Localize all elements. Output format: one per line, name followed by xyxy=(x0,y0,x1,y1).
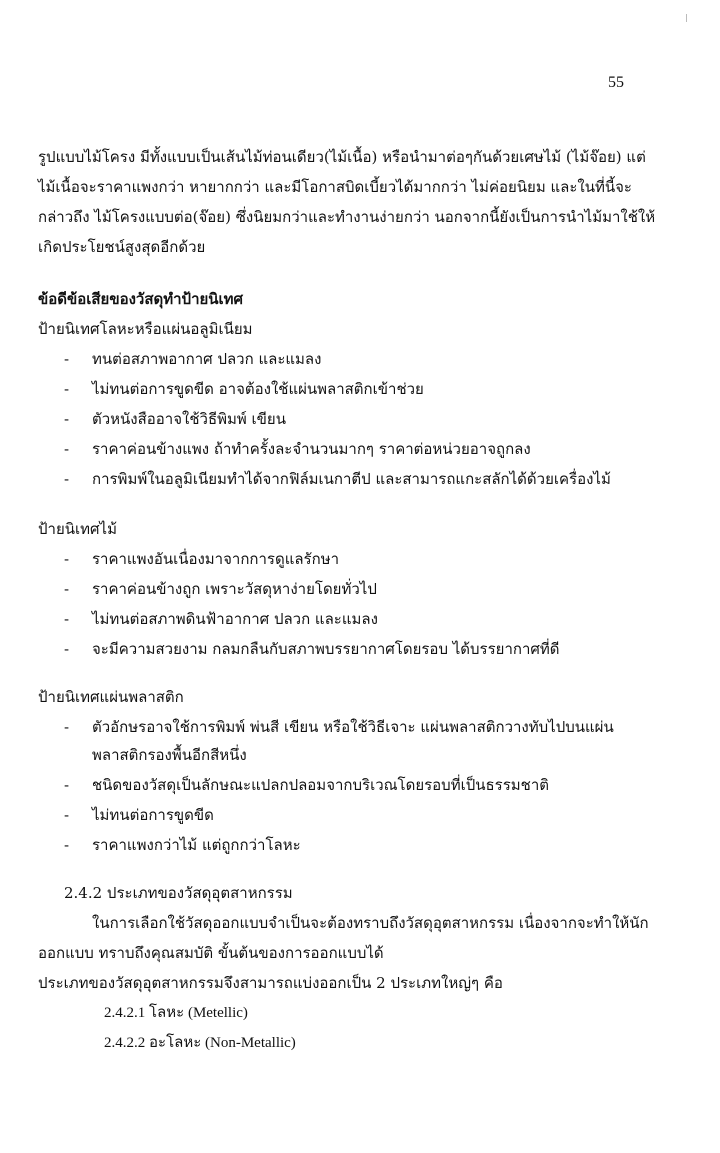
bullet-dash: - xyxy=(64,776,70,794)
bullet-dash: - xyxy=(64,836,70,854)
metal-heading: ป้ายนิเทศโลหะหรือแผ่นอลูมิเนียม xyxy=(38,320,253,338)
intro-line-4: เกิดประโยชน์สูงสุดอีกด้วย xyxy=(38,238,206,256)
plastic-item: ตัวอักษรอาจใช้การพิมพ์ พ่นสี เขียน หรือใช้วิธีเจาะ แผ่นพลาสติกวางทับไปบนแผ่น xyxy=(92,718,614,736)
bullet-dash: - xyxy=(64,550,70,568)
bullet-dash: - xyxy=(64,640,70,658)
bullet-dash: - xyxy=(64,806,70,824)
wood-item: ราคาแพงอันเนื่องมาจากการดูแลรักษา xyxy=(92,550,340,568)
metal-item: ไม่ทนต่อการขูดขีด อาจต้องใช้แผ่นพลาสติกเข้าช่วย xyxy=(92,380,424,398)
bullet-dash: - xyxy=(64,580,70,598)
wood-item: ราคาค่อนข้างถูก เพราะวัสดุหาง่ายโดยทั่วไป xyxy=(92,580,377,598)
plastic-item: ราคาแพงกว่าไม้ แต่ถูกกว่าโลหะ xyxy=(92,836,301,854)
bullet-dash: - xyxy=(64,410,70,428)
bullet-dash: - xyxy=(64,440,70,458)
bullet-dash: - xyxy=(64,718,70,736)
plastic-item-continuation: พลาสติกรองพื้นอีกสีหนึ่ง xyxy=(92,746,247,764)
wood-item: จะมีความสวยงาม กลมกลืนกับสภาพบรรยากาศโดยรอบ ได้บรรยากาศที่ดี xyxy=(92,640,560,658)
industrial-para-line-1: ในการเลือกใช้วัสดุออกแบบจำเป็นจะต้องทราบถึงวัสดุอุตสาหกรรม เนื่องจากจะทำให้นัก xyxy=(92,914,649,932)
metal-item: ทนต่อสภาพอากาศ ปลวก และแมลง xyxy=(92,350,322,368)
plastic-item: ไม่ทนต่อการขูดขีด xyxy=(92,806,214,824)
wood-item: ไม่ทนต่อสภาพดินฟ้าอากาศ ปลวก และแมลง xyxy=(92,610,378,628)
page-number: 55 xyxy=(608,74,624,91)
scan-edge-mark xyxy=(686,14,687,22)
industrial-heading: 2.4.2 ประเภทของวัสดุอุตสาหกรรม xyxy=(64,884,293,902)
intro-line-1: รูปแบบไม้โครง มีทั้งแบบเป็นเส้นไม้ท่อนเดียว(ไม้เนื้อ) หรือนำมาต่อๆกันด้วยเศษไม้ (ไม้จ๊อย) แต่ xyxy=(38,148,646,166)
subsection-metallic: 2.4.2.1 โลหะ (Metellic) xyxy=(104,1005,248,1021)
subsection-non-metallic: 2.4.2.2 อะโลหะ (Non-Metallic) xyxy=(104,1035,296,1051)
section-heading: ข้อดีข้อเสียของวัสดุทำป้ายนิเทศ xyxy=(38,290,244,308)
industrial-para-line-3: ประเภทของวัสดุอุตสาหกรรมจึงสามารถแบ่งออกเป็น 2 ประเภทใหญ่ๆ คือ xyxy=(38,974,503,992)
bullet-dash: - xyxy=(64,470,70,488)
intro-line-3: กล่าวถึง ไม้โครงแบบต่อ(จ๊อย) ซึ่งนิยมกว่าและทำงานง่ายกว่า นอกจากนี้ยังเป็นการนำไม้มาใช้ให้ xyxy=(38,208,656,226)
bullet-dash: - xyxy=(64,350,70,368)
bullet-dash: - xyxy=(64,610,70,628)
bullet-dash: - xyxy=(64,380,70,398)
industrial-para-line-2: ออกแบบ ทราบถึงคุณสมบัติ ขั้นต้นของการออกแบบได้ xyxy=(38,944,384,962)
intro-line-2: ไม้เนื้อจะราคาแพงกว่า หายากกว่า และมีโอกาสบิดเบี้ยวได้มากกว่า ไม่ค่อยนิยม และในที่นี้จะ xyxy=(38,178,632,196)
metal-item: ราคาค่อนข้างแพง ถ้าทำครั้งละจำนวนมากๆ ราคาต่อหน่วยอาจถูกลง xyxy=(92,440,531,458)
wood-heading: ป้ายนิเทศไม้ xyxy=(38,520,117,538)
plastic-heading: ป้ายนิเทศแผ่นพลาสติก xyxy=(38,688,184,706)
metal-item: ตัวหนังสืออาจใช้วิธีพิมพ์ เขียน xyxy=(92,410,286,428)
plastic-item: ชนิดของวัสดุเป็นลักษณะแปลกปลอมจากบริเวณโดยรอบที่เป็นธรรมชาติ xyxy=(92,776,549,794)
metal-item: การพิมพ์ในอลูมิเนียมทำได้จากฟิล์มเนกาตีป และสามารถแกะสลักได้ด้วยเครื่องไม้ xyxy=(92,470,611,488)
